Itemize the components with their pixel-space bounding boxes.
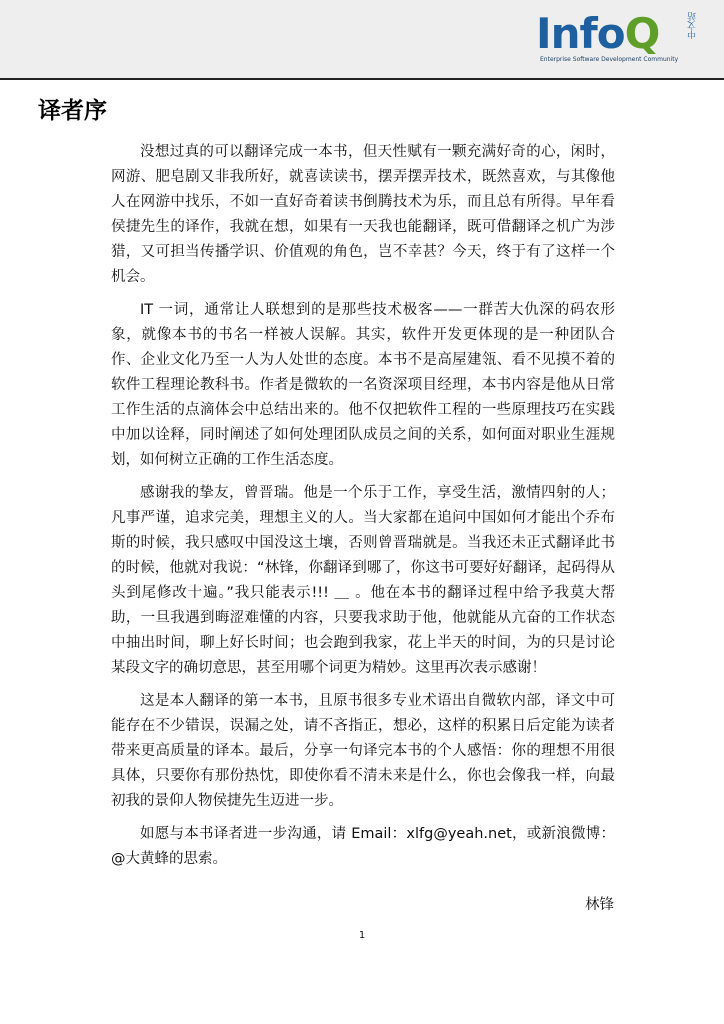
header-divider — [0, 78, 724, 80]
paragraph: 感谢我的挚友，曾晋瑞。他是一个乐于工作，享受生活，激情四射的人；凡事严谨，追求完美，理想主义的人。当大家都在追问中国如何才能出个乔布斯的时候，我只感叹中国没这土壤，否则曾晋瑞就是。当我还未正式翻译此书的时候，他就对我说：“林锋，你翻译到哪了，你这书可要好好翻译，起码得从头到尾修改十遍。”我只能表示!!! ＿ 。他在本书的翻译过程中给予我莫大帮助，一旦我遇到晦涩难懂的内容，只要我求助于他，他就能从亢奋的工作状态中抽出时间，聊上好长时间；也会跑到我家，花上半天的时间，为的只是讨论某段文字的确切意思，甚至用哪个词更为精妙。这里再次表示感谢！ — [111, 485, 615, 676]
infoq-logo — [536, 10, 696, 66]
translator-signature: 林锋 — [585, 897, 614, 913]
preface-body — [111, 140, 615, 880]
logo-tagline: Enterprise Software Development Community — [540, 56, 679, 63]
logo-wordmark-q: Q — [624, 9, 660, 58]
logo-wordmark-info: Info — [536, 9, 625, 58]
paragraph: 没想过真的可以翻译完成一本书，但天性赋有一颗充满好奇的心，闲时，网游、肥皂剧又非我所好，就喜读读书，摆弄摆弄技术，既然喜欢，与其像他人在网游中找乐，不如一直好奇着读书倒腾技术为乐，而且总有所得。早年看侯捷先生的译作，我就在想，如果有一天我也能翻译，既可借翻译之机广为涉猎，又可担当传播学识、价值观的角色，岂不幸甚？今天，终于有了这样一个机会。 — [111, 144, 615, 285]
logo-side-text: 中文站 — [688, 12, 698, 39]
paragraph: IT 一词，通常让人联想到的是那些技术极客——一群苦大仇深的码农形象，就像本书的书名一样被人误解。其实，软件开发更体现的是一种团队合作、企业文化乃至一人为人处世的态度。本书不是高屋建瓴、看不见摸不着的软件工程理论教科书。作者是微软的一名资深项目经理，本书内容是他从日常工作生活的点滴体会中总结出来的。他不仅把软件工程的一些原理技巧在实践中加以诠释，同时阐述了如何处理团队成员之间的关系，如何面对职业生涯规划，如何树立正确的工作生活态度。 — [111, 302, 615, 468]
page-title: 译者序 — [38, 98, 107, 124]
paragraph: 如愿与本书译者进一步沟通，请 Email：xlfg@yeah.net，或新浪微博：@大黄蜂的思索。 — [111, 826, 615, 867]
paragraph: 这是本人翻译的第一本书，且原书很多专业术语出自微软内部，译文中可能存在不少错误，误漏之处，请不吝指正，想必，这样的积累日后定能为读者带来更高质量的译本。最后，分享一句译完本书的个人感悟：你的理想不用很具体，只要你有那份热忱，即使你看不清未来是什么，你也会像我一样，向最初我的景仰人物侯捷先生迈进一步。 — [111, 693, 615, 809]
logo-wordmark — [536, 10, 659, 58]
page-number: 1 — [358, 930, 366, 941]
